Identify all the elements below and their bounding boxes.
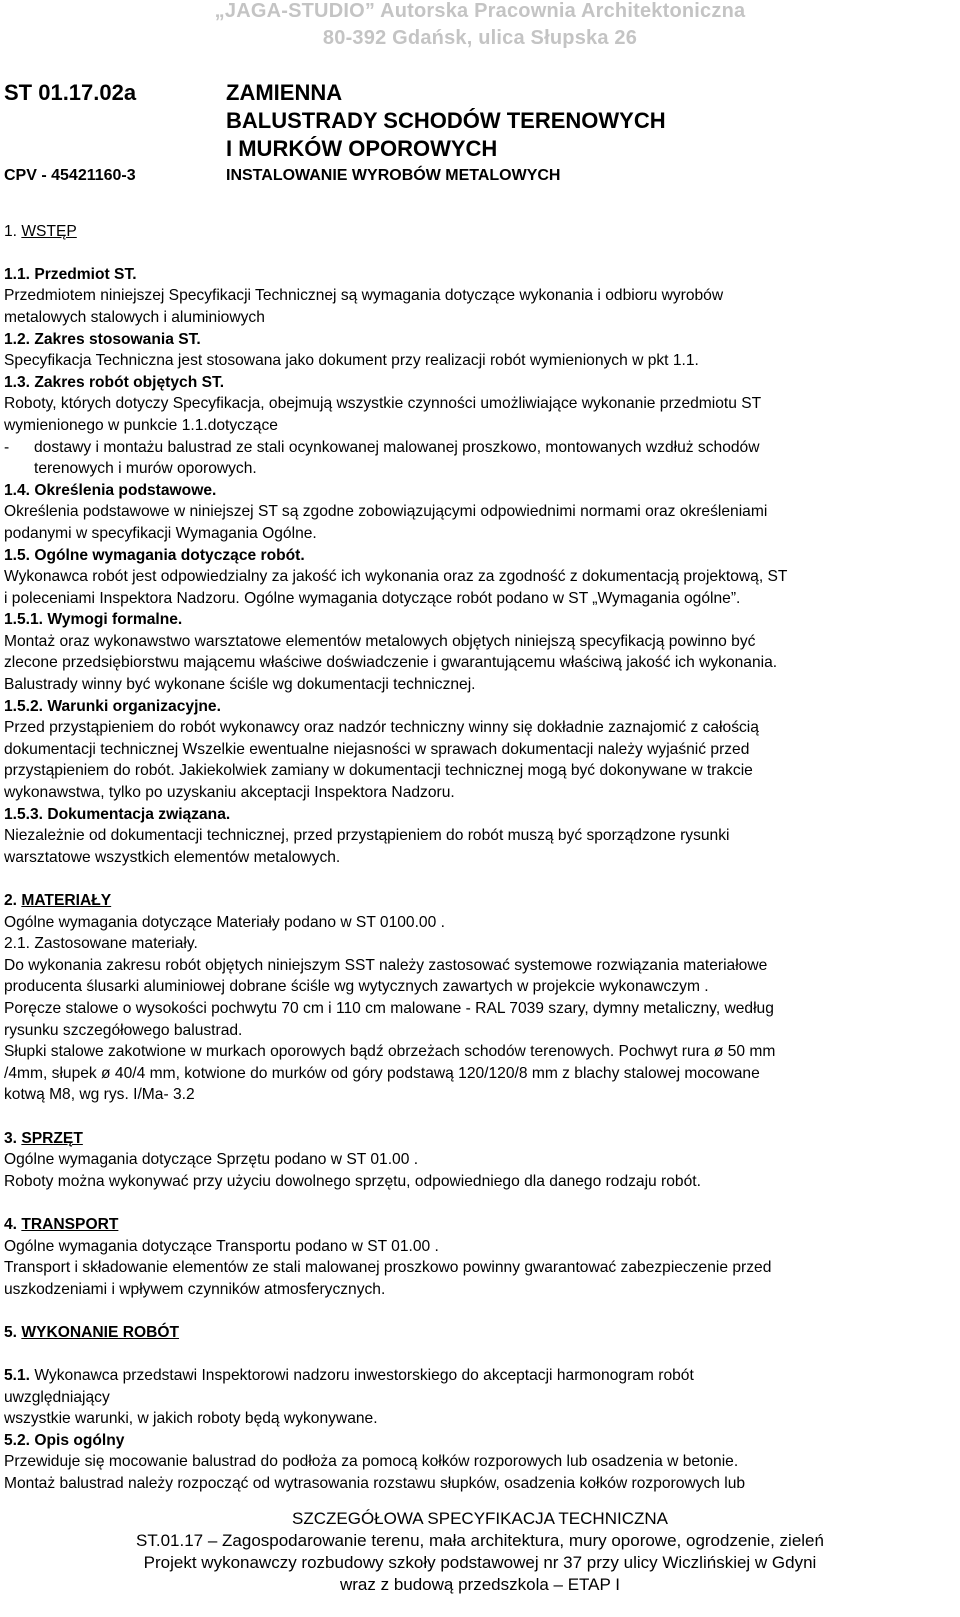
paragraph-line: Przedmiotem niniejszej Specyfikacji Technicznej są wymagania dotyczące wykonania i odbioru wyrobów bbox=[4, 287, 724, 305]
footer-spec-title: SZCZEGÓŁOWA SPECYFIKACJA TECHNICZNA bbox=[292, 1509, 668, 1528]
paragraph-line: Przed przystąpieniem do robót wykonawcy oraz nadzór techniczny winny się dokładnie zaznajomić z całością bbox=[4, 719, 759, 737]
paragraph-line: metalowych stalowych i aluminiowych bbox=[4, 308, 265, 326]
paragraph-line: Określenia podstawowe w niniejszej ST są zgodne zobowiązującymi odpowiednimi normami oraz określeniami bbox=[4, 503, 768, 521]
spec-code: ST 01.17.02a bbox=[4, 80, 137, 105]
paragraph-line: dokumentacji technicznej Wszelkie ewentualne niejasności w sprawach dokumentacji należy wyjaśnić przed bbox=[4, 740, 750, 758]
paragraph-line: Wykonawca robót jest odpowiedzialny za jakość ich wykonania oraz za zgodność z dokumentacją projektową, ST bbox=[4, 568, 788, 586]
cpv-code: CPV - 45421160-3 bbox=[4, 167, 136, 184]
section-2-heading: 2. MATERIAŁY bbox=[4, 892, 112, 909]
bullet-marker: - bbox=[4, 438, 10, 456]
heading-1-3: 1.3. Zakres robót objętych ST. bbox=[4, 373, 225, 391]
paragraph-line: Poręcze stalowe o wysokości pochwytu 70 cm i 110 cm malowane - RAL 7039 szary, dymny metaliczny, według bbox=[4, 999, 774, 1017]
section-5-heading: 5. WYKONANIE ROBÓT bbox=[4, 1323, 180, 1341]
paragraph-line: Balustrady winny być wykonane ściśle wg dokumentacji technicznej. bbox=[4, 676, 476, 694]
section-3-heading: 3. SPRZĘT bbox=[4, 1129, 83, 1147]
heading-1-5: 1.5. Ogólne wymagania dotyczące robót. bbox=[4, 546, 305, 564]
heading-1-2: 1.2. Zakres stosowania ST. bbox=[4, 330, 201, 348]
paragraph-line: uwzględniający bbox=[4, 1388, 110, 1406]
header-address: 80-392 Gdańsk, ulica Słupska 26 bbox=[322, 27, 638, 49]
title-line-3: I MURKÓW OPOROWYCH bbox=[226, 136, 498, 161]
title-line-2: BALUSTRADY SCHODÓW TERENOWYCH bbox=[226, 108, 666, 133]
heading-5-2: 5.2. Opis ogólny bbox=[4, 1431, 125, 1449]
paragraph-line: Słupki stalowe zakotwione w murkach oporowych bądź obrzeżach schodów terenowych. Pochwyt rura ø 50 mm bbox=[4, 1043, 776, 1061]
paragraph-line: Ogólne wymagania dotyczące Materiały podano w ST 0100.00 . bbox=[4, 913, 445, 931]
paragraph-line: zlecone przedsiębiorstwu mającemu właściwe doświadczenie i gwarantującemu właściwą jakość ich wykonania. bbox=[4, 654, 778, 672]
heading-1-5-3: 1.5.3. Dokumentacja związana. bbox=[4, 805, 231, 823]
bullet-item: - dostawy i montażu balustrad ze stali ocynkowanej malowanej proszkowo, montowanych wzdłuż schodów bbox=[4, 437, 954, 459]
paragraph-line: Do wykonania zakresu robót objętych niniejszym SST należy zastosować systemowe rozwiązania materiałowe bbox=[4, 956, 768, 974]
paragraph-line: warsztatowe wszystkich elementów metalowych. bbox=[4, 848, 341, 866]
paragraph-line: Niezależnie od dokumentacji technicznej, przed przystąpieniem do robót muszą być sporządzone rysunki bbox=[4, 827, 730, 845]
bullet-continuation: terenowych i murów oporowych. bbox=[34, 460, 257, 478]
paragraph-line: Montaż oraz wykonawstwo warsztatowe elementów metalowych objętych niniejszą specyfikacją powinno być bbox=[4, 632, 756, 650]
paragraph-line: Transport i składowanie elementów ze stali malowanej proszkowo powinny gwarantować zabezpieczenie przed bbox=[4, 1259, 772, 1277]
footer-spec-scope: ST.01.17 – Zagospodarowanie terenu, mała architektura, mury oporowe, ogrodzenie, zieleń bbox=[136, 1531, 824, 1550]
paragraph-line: podanymi w specyfikacji Wymagania Ogólne. bbox=[4, 524, 317, 542]
section-1-heading: 1. WSTĘP bbox=[4, 222, 77, 240]
heading-1-5-1: 1.5.1. Wymogi formalne. bbox=[4, 611, 183, 629]
heading-2-1: 2.1. Zastosowane materiały. bbox=[4, 935, 198, 953]
header-studio-name: „JAGA-STUDIO” Autorska Pracownia Architektoniczna bbox=[214, 0, 746, 22]
paragraph-line: i poleceniami Inspektora Nadzoru. Ogólne wymagania dotyczące robót podano w ST „Wymagania ogólne”. bbox=[4, 589, 741, 607]
paragraph-line: Montaż balustrad należy rozpocząć od wytrasowania rozstawu słupków, osadzenia kołków rozporowych lub bbox=[4, 1475, 746, 1493]
title-line-1: ZAMIENNA bbox=[226, 80, 343, 105]
title-subtitle: INSTALOWANIE WYROBÓW METALOWYCH bbox=[226, 167, 561, 184]
paragraph-line: Roboty można wykonywać przy użyciu dowolnego sprzętu, odpowiedniego dla danego rodzaju robót. bbox=[4, 1172, 701, 1190]
paragraph-line: /4mm, słupek ø 40/4 mm, kotwione do murków od góry podstawą 120/120/8 mm z blachy stalowej mocowane bbox=[4, 1064, 760, 1082]
paragraph-line: producenta ślusarki aluminiowej dobrane ściśle wg wytycznych zawartych w projekcie wykonawczym . bbox=[4, 978, 709, 996]
paragraph-line: Specyfikacja Techniczna jest stosowana jako dokument przy realizacji robót wymienionych w pkt 1.1. bbox=[4, 352, 699, 370]
paragraph-line: Ogólne wymagania dotyczące Transportu podano w ST 01.00 . bbox=[4, 1237, 439, 1255]
paragraph-line: wszystkie warunki, w jakich roboty będą wykonywane. bbox=[4, 1410, 378, 1428]
paragraph-line: Roboty, których dotyczy Specyfikacja, obejmują wszystkie czynności umożliwiające wykonanie przedmiotu ST bbox=[4, 395, 762, 413]
heading-1-4: 1.4. Określenia podstawowe. bbox=[4, 481, 217, 499]
paragraph-line: przystąpieniem do robót. Jakiekolwiek zamiany w dokumentacji technicznej mogą być dokonywane w trakcie bbox=[4, 762, 753, 780]
paragraph-line: Ogólne wymagania dotyczące Sprzętu podano w ST 01.00 . bbox=[4, 1151, 419, 1169]
document-body bbox=[4, 199, 954, 1495]
footer-project-stage: wraz z budową przedszkola – ETAP I bbox=[339, 1575, 620, 1594]
paragraph-line: uszkodzeniami i wpływem czynników atmosferycznych. bbox=[4, 1280, 386, 1298]
heading-1-5-2: 1.5.2. Warunki organizacyjne. bbox=[4, 697, 221, 715]
paragraph-line: Przewiduje się mocowanie balustrad do podłoża za pomocą kołków rozporowych lub osadzenia w betonie. bbox=[4, 1453, 739, 1471]
section-4-heading: 4. TRANSPORT bbox=[4, 1215, 119, 1233]
footer-project-name: Projekt wykonawczy rozbudowy szkoły podstawowej nr 37 przy ulicy Wiczlińskiej w Gdyni bbox=[143, 1553, 817, 1572]
paragraph-line: kotwą M8, wg rys. I/Ma- 3.2 bbox=[4, 1086, 195, 1104]
paragraph-line: wymienionego w punkcie 1.1.dotyczące bbox=[4, 416, 278, 434]
heading-1-1: 1.1. Przedmiot ST. bbox=[4, 265, 137, 283]
paragraph-line: rysunku szczegółowego balustrad. bbox=[4, 1021, 243, 1039]
paragraph-line: wykonawstwa, tylko po uzyskaniu akceptacji Inspektora Nadzoru. bbox=[4, 784, 455, 802]
paragraph-5-1: 5.1. Wykonawca przedstawi Inspektorowi nadzoru inwestorskiego do akceptacji harmonogram robót bbox=[4, 1367, 694, 1385]
